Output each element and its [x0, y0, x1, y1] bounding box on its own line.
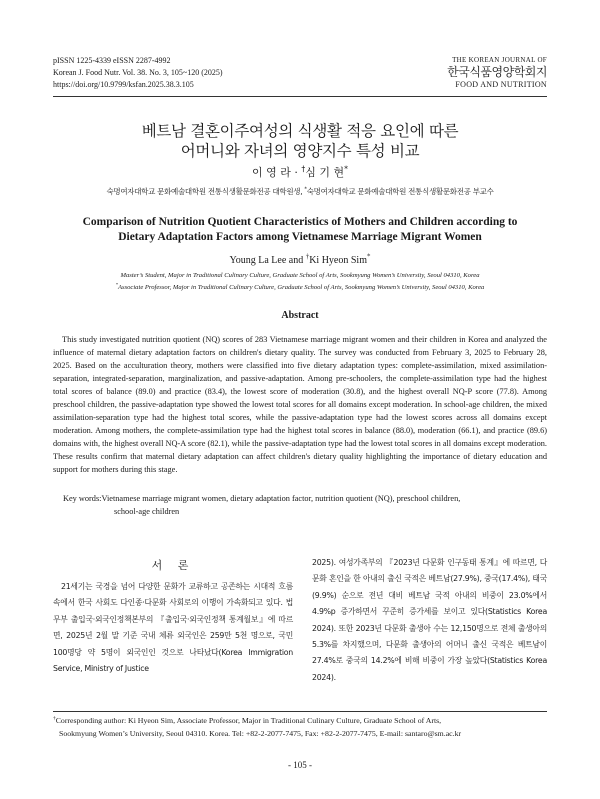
intro-right-column: 2025). 여성가족부의 『2023년 다문화 인구동태 통계』에 따르면, 다문화 혼인을 한 아내의 출신 국적은 베트남(27.9%), 중국(17.4%), 태국(9.9%) 순으로 전년 대비 베트남 국적 아내의 비중이 23.0%에서 4.9%p 증가하면서 꾸준히 증가세를 보이고 있다(Statistics Korea 2024). 또한 2023년 다문화 출생아 수는 12,150명으로 전체 출생아의 5.3%를 차지했으며, 다문화 출생아의 어머니 출신 국적은 베트남이 27.4%로 중국의 14.2%에 비해 비중이 가장 높았다(Statistics Korea 2024). [312, 558, 547, 682]
issn: pISSN 1225-4339 eISSN 2287-4992 [53, 56, 171, 65]
section-heading-intro: 서 론 [151, 559, 195, 572]
abstract-heading: Abstract [281, 310, 319, 321]
title-korean [0, 121, 600, 161]
abstract-body: This study investigated nutrition quotient (NQ) scores of 283 Vietnamese marriage migrant women and their children in Korea and analyzed the influence of maternal dietary adaptation factors on children's dietary quality. The survey was conducted from February 3, 2025 to February 28, 2025. Based on the acculturation theory, mothers were classified into five dietary adaptation types: complete-assimilation, mixed assimilation-separation, integrated-separation, marginalization, and passive-adaptation. Among pre-schoolers, the complete-assimilation type had the highest total scores of balance (89.0) and practice (83.4), the lowest score of moderation (30.8), and the highest overall NQ-P score (77.8). Among preschool children, the passive-adaptation type showed the lowest total scores for all domains except moderation. In school-age children, the mixed assimilation-separation type had the highest total scores, while the passive-adaptation type had the lowest scores across all domains except moderation. Among mothers, the complete-assimilation type had the highest total scores in balance (88.0), moderation (66.1), and practice (89.6) domains with, the highest overall NQ-A score (82.1), while the passive-adaptation type had the lowest total scores in all domains except moderation. These results confirm that maternal dietary adaptation can affect children's dietary quality highlighting the importance of dietary education and support for mothers during this stage. [53, 335, 547, 474]
author-ko-2: 심 기 현 [305, 166, 345, 179]
keywords-line2: school-age children [114, 507, 180, 516]
author-ko-1: 이 영 라 [252, 166, 291, 179]
authors-english: Young La Lee and †Ki Hyeon Sim* [229, 252, 371, 266]
keywords-line1: Vietnamese marriage migrant women, dietary adaptation factor, nutrition quotient (NQ), preschool children, [101, 494, 461, 503]
title-english-line2: Dietary Adaptation Factors among Vietnamese Marriage Migrant Women [118, 231, 482, 243]
affiliation-english-2: *Associate Professor, Major in Traditional Culinary Culture, Graduate School of Arts, Sookmyung Women’s University, Seoul 04310, Korea [115, 281, 485, 291]
title-korean-line2: 어머니와 자녀의 영양지수 특성 비교 [180, 142, 420, 160]
journal-name-en-bottom: FOOD AND NUTRITION [455, 80, 547, 89]
journal-logo [397, 55, 547, 90]
title-korean-line1: 베트남 결혼이주여성의 식생활 적응 요인에 따른 [141, 122, 459, 140]
title-english-line1: Comparison of Nutrition Quotient Characteristics of Mothers and Children according to [82, 216, 518, 228]
journal-name-ko: 한국식품영양학회지 [447, 65, 547, 79]
journal-name-en-top: THE KOREAN JOURNAL OF [452, 56, 547, 64]
page-number: - 105 - [288, 760, 312, 770]
citation: Korean J. Food Nutr. Vol. 38. No. 3, 105~120 (2025) [53, 68, 223, 77]
corresponding-mark: † [301, 164, 306, 174]
keywords [63, 492, 547, 518]
corresponding-author-footnote: †Corresponding author: Ki Hyeon Sim, Associate Professor, Major in Traditional Culinary Culture, Graduate School of Arts, Sookmyung Women’s University, Seoul 04310. Korea. Tel: +82-2-2077-7475, Fax: +82-2-2077-7475, E-mail: santaro@sm.ac.kr [53, 715, 462, 738]
footnote-divider [53, 711, 547, 712]
affiliation-english-1: Master’s Student, Major in Traditional Culinary Culture, Graduate School of Arts, Sookmyung Women’s University, Seoul 04310, Korea [120, 272, 480, 279]
title-english [60, 215, 540, 245]
header-divider [53, 96, 547, 97]
intro-left-column: 21세기는 국경을 넘어 다양한 문화가 교류하고 공존하는 시대적 흐름 속에서 한국 사회도 다인종·다문화 사회로의 이행이 가속화되고 있다. 법무부 출입국·외국인정책본부의 『출입국·외국인정책 통계월보』에 따르면, 2025년 2월 말 기준 국내 체류 외국인은 259만 5천 명으로, 국민 100명당 약 5명이 외국인인 것으로 나타났다(Korea Immigration Service, Ministry of Justice [53, 582, 293, 674]
article-meta [53, 55, 223, 91]
affiliation-korean: 숙명여자대학교 문화예술대학원 전통식생활문화전공 대학원생, *숙명여자대학교 문화예술대학원 전통식생활문화전공 부교수 [106, 186, 494, 196]
authors-korean: 이 영 라 · †심 기 현* [252, 164, 348, 179]
keywords-label: Key words: [63, 494, 102, 503]
doi-link[interactable]: https://doi.org/10.9799/ksfan.2025.38.3.105 [53, 80, 194, 89]
